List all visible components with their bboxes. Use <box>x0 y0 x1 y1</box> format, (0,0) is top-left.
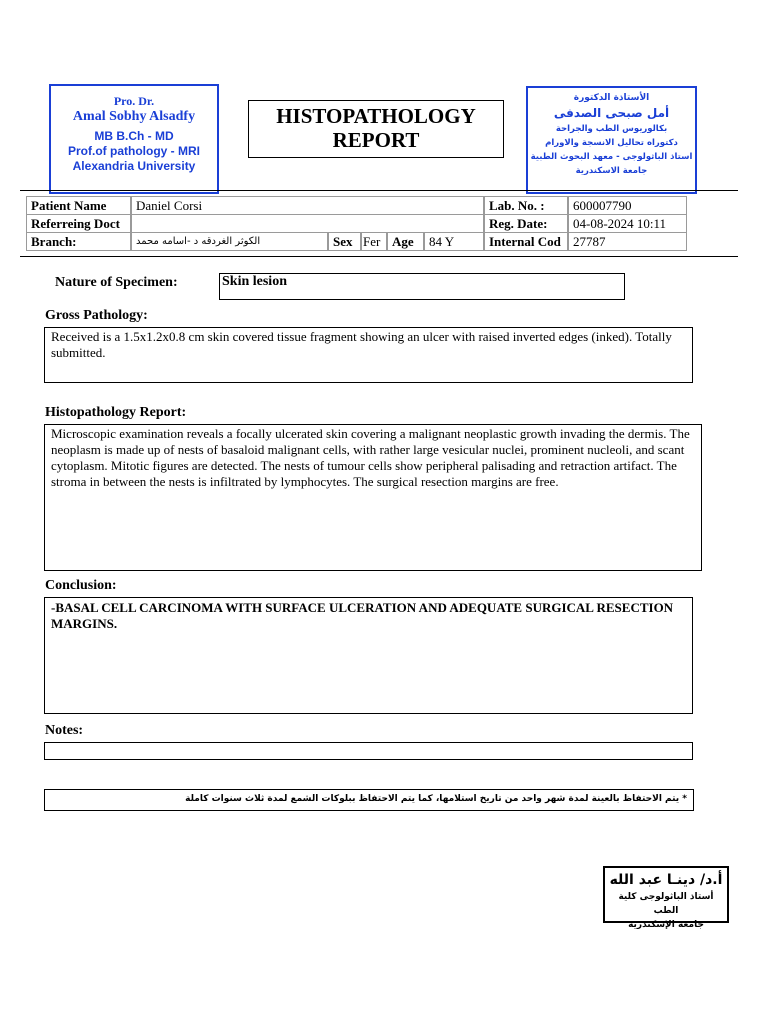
header-divider-top <box>20 190 738 191</box>
branch-value: الكوثر الغردقه د -اسامه محمد <box>131 232 328 251</box>
retention-note: * يتم الاحتفاظ بالعينة لمدة شهر واحد من تاريخ استلامها، كما يتم الاحتفاظ ببلوكات الشمع لمدة ثلاث سنوات كاملة <box>44 789 694 811</box>
signature-stamp <box>603 866 729 930</box>
doctor-ar-degree: بكالوريوس الطب والجراحة <box>555 124 668 134</box>
stamp-position: أستاذ الباثولوجى كلية الطب <box>618 892 714 916</box>
doctor-degree: MB B.Ch - MD <box>94 129 174 143</box>
internal-code-label: Internal Cod <box>484 232 568 251</box>
doctor-info-arabic <box>526 86 697 194</box>
stamp-name: أ.د/ دينـا عبد الله <box>609 872 723 888</box>
referring-doctor-label: Referreing Doct <box>26 214 131 233</box>
header-divider-bottom <box>20 256 738 257</box>
report-title <box>248 100 504 158</box>
gross-pathology-label: Gross Pathology: <box>45 308 148 323</box>
lab-no-value: 600007790 <box>568 196 687 215</box>
doctor-position: Prof.of pathology - MRI <box>68 144 200 158</box>
doctor-title: Pro. Dr. <box>113 94 155 108</box>
doctor-ar-doctorate: دكتوراه تحاليل الانسجة والاورام <box>545 138 678 148</box>
notes-label: Notes: <box>45 723 84 738</box>
notes-field <box>44 742 693 760</box>
doctor-ar-name: أمل صبحى الصدفى <box>553 106 670 120</box>
sex-label: Sex <box>328 232 361 251</box>
doctor-name: Amal Sobhy Alsadfy <box>72 109 196 124</box>
doctor-ar-position: استاذ الباثولوجى - معهد البحوث الطبية <box>530 152 693 162</box>
histopathology-text: Microscopic examination reveals a focally ulcerated skin covering a malignant neoplastic growth invading the dermis. The neoplasm is made up of nests of basaloid malignant cells, with rather large vesicular nuclei, prominent nucleoli, and scant cytoplasm. Mitotic figures are detected. The nests of tumour cells show peripheral palisading and retraction artifact. The stroma in between the nests is infiltrated by lymphocytes. The surgical resection margins are free. <box>44 424 702 571</box>
specimen-value: Skin lesion <box>219 273 625 300</box>
referring-doctor-value <box>131 214 484 233</box>
specimen-label: Nature of Specimen: <box>55 275 178 290</box>
doctor-university: Alexandria University <box>72 159 196 173</box>
conclusion-text: -BASAL CELL CARCINOMA WITH SURFACE ULCERATION AND ADEQUATE SURGICAL RESECTION MARGINS. <box>44 597 693 714</box>
lab-no-label: Lab. No. : <box>484 196 568 215</box>
histopathology-label: Histopathology Report: <box>45 405 187 420</box>
report-title-line2: REPORT <box>332 128 420 152</box>
gross-pathology-text: Received is a 1.5x1.2x0.8 cm skin covered tissue fragment showing an ulcer with raised inverted edges (inked). Totally submitted. <box>44 327 693 383</box>
patient-name-label: Patient Name <box>26 196 131 215</box>
patient-name-value: Daniel Corsi <box>131 196 484 215</box>
reg-date-label: Reg. Date: <box>484 214 568 233</box>
branch-label: Branch: <box>26 232 131 251</box>
doctor-ar-university: جامعة الاسكندرية <box>575 166 648 176</box>
sex-value: Fer <box>361 232 387 251</box>
reg-date-value: 04-08-2024 10:11 <box>568 214 687 233</box>
conclusion-label: Conclusion: <box>45 578 117 593</box>
age-value: 84 Y <box>424 232 484 251</box>
doctor-ar-title: الأستاذة الدكتورة <box>573 93 650 103</box>
internal-code-value: 27787 <box>568 232 687 251</box>
stamp-university: جامعة الإسكندرية <box>628 920 704 930</box>
report-title-line1: HISTOPATHOLOGY <box>276 104 476 128</box>
age-label: Age <box>387 232 424 251</box>
doctor-info-english <box>49 84 219 194</box>
